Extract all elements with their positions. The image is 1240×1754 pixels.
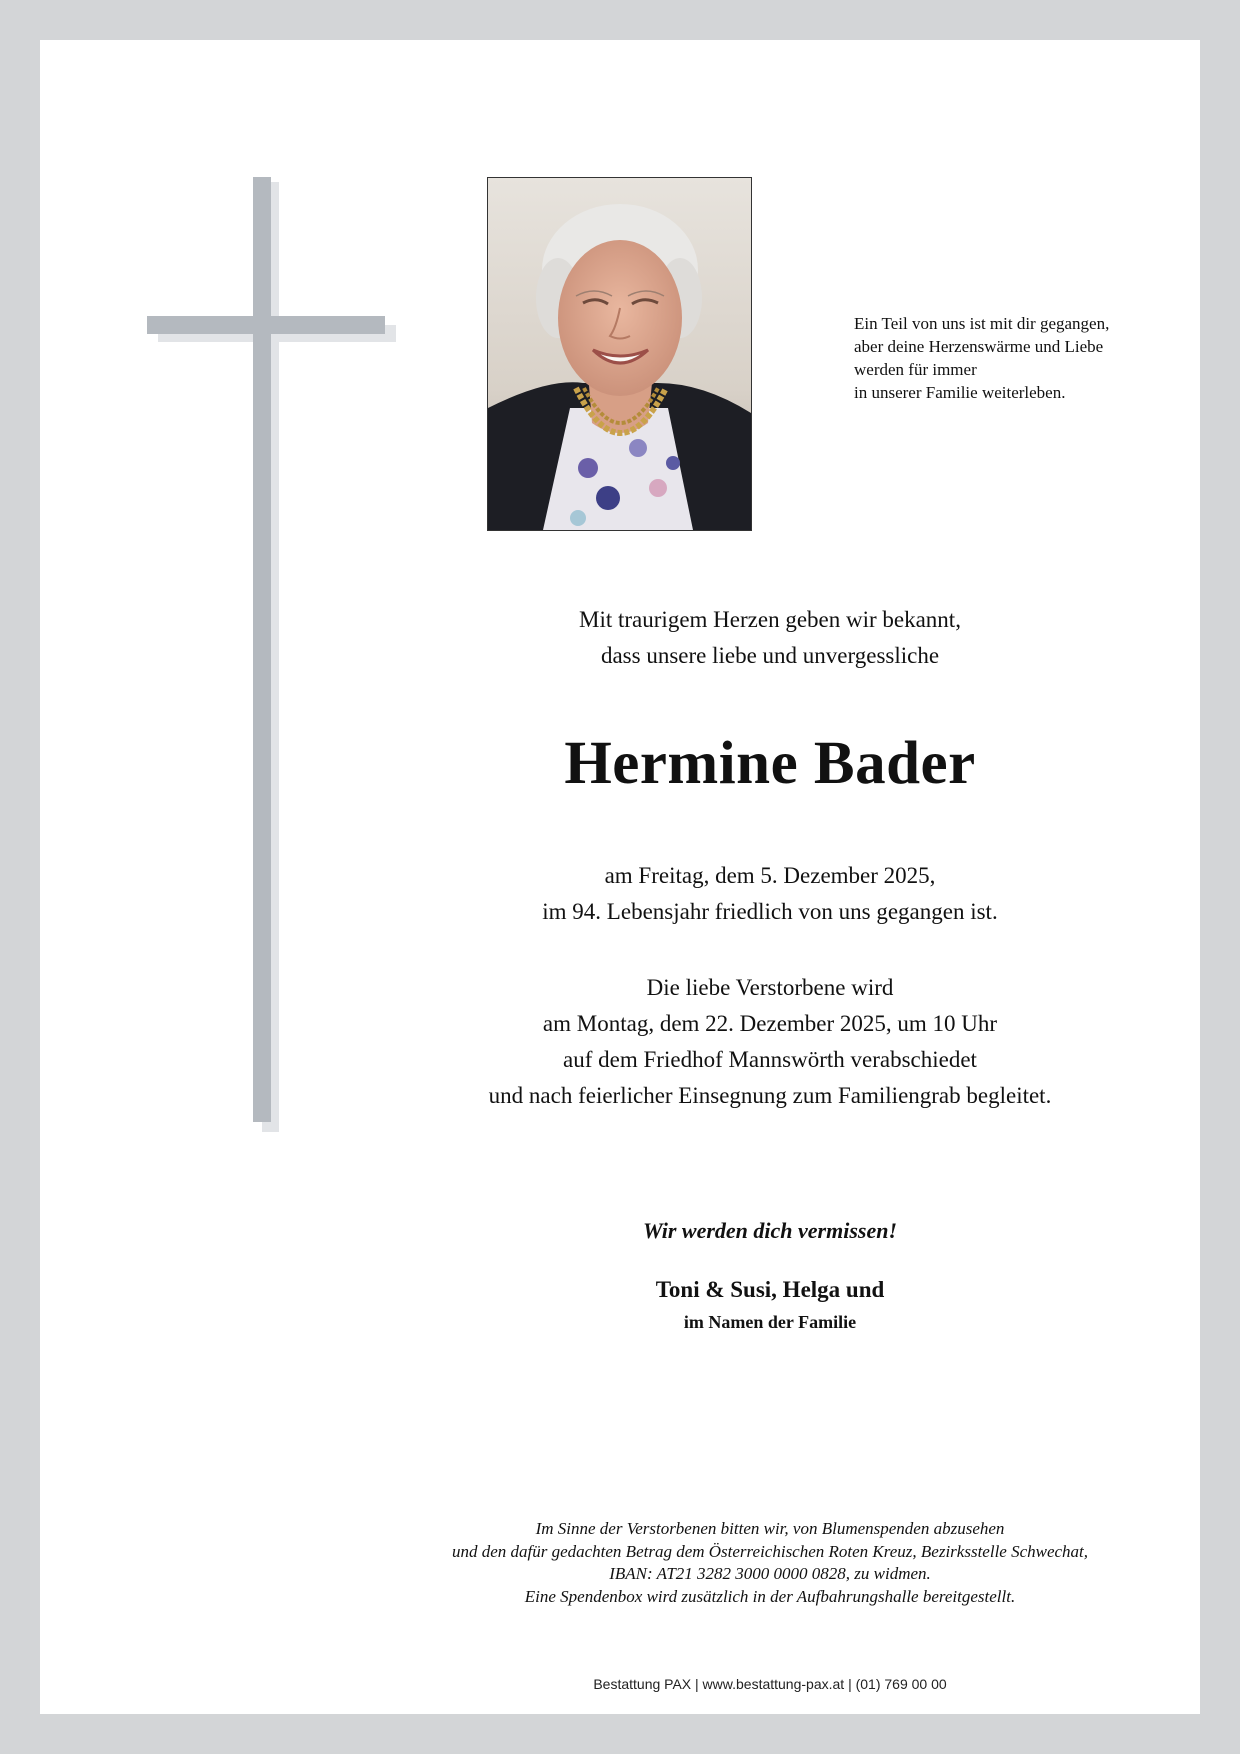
signers-subline: im Namen der Familie	[683, 1312, 857, 1332]
funeral-notice	[380, 970, 1160, 1114]
memorial-quote	[854, 312, 1174, 404]
donation-notice	[380, 1518, 1160, 1608]
signers-names: Toni & Susi, Helga und	[655, 1277, 885, 1302]
death-notice-line: am Freitag, dem 5. Dezember 2025,	[604, 863, 936, 888]
funeral-notice-line: auf dem Friedhof Mannswörth verabschiedet	[563, 1047, 977, 1072]
announcement-text	[380, 602, 1160, 674]
funeral-notice-line: Die liebe Verstorbene wird	[646, 975, 894, 1000]
donation-line: Im Sinne der Verstorbenen bitten wir, von Blumenspenden abzusehen	[535, 1519, 1005, 1538]
announcement-line: Mit traurigem Herzen geben wir bekannt,	[579, 607, 961, 632]
cross-horizontal-bar	[147, 316, 385, 334]
donation-line: und den dafür gedachten Betrag dem Österreichischen Roten Kreuz, Bezirksstelle Schwechat,	[451, 1541, 1089, 1561]
deceased-name: Hermine Bader	[564, 730, 976, 797]
funeral-notice-line: am Montag, dem 22. Dezember 2025, um 10 Uhr	[542, 1011, 998, 1036]
farewell-line: Wir werden dich vermissen!	[642, 1218, 898, 1243]
funeral-home-footer: Bestattung PAX | www.bestattung-pax.at | (01) 769 00 00	[593, 1676, 947, 1692]
quote-line: aber deine Herzenswärme und Liebe	[854, 337, 1104, 356]
obituary-sheet	[40, 40, 1200, 1714]
quote-line: Ein Teil von uns ist mit dir gegangen,	[854, 314, 1110, 333]
quote-line: werden für immer	[854, 360, 977, 379]
quote-line: in unserer Familie weiterleben.	[854, 383, 1066, 402]
donation-line: IBAN: AT21 3282 3000 0000 0828, zu widmen.	[609, 1564, 931, 1583]
death-notice	[380, 858, 1160, 930]
donation-line: Eine Spendenbox wird zusätzlich in der Aufbahrungshalle bereitgestellt.	[524, 1586, 1016, 1606]
announcement-line: dass unsere liebe und unvergessliche	[600, 643, 940, 668]
death-notice-line: im 94. Lebensjahr friedlich von uns gegangen ist.	[542, 899, 998, 924]
portrait-photo	[487, 177, 752, 531]
funeral-notice-line: und nach feierlicher Einsegnung zum Familiengrab begleitet.	[488, 1083, 1052, 1108]
